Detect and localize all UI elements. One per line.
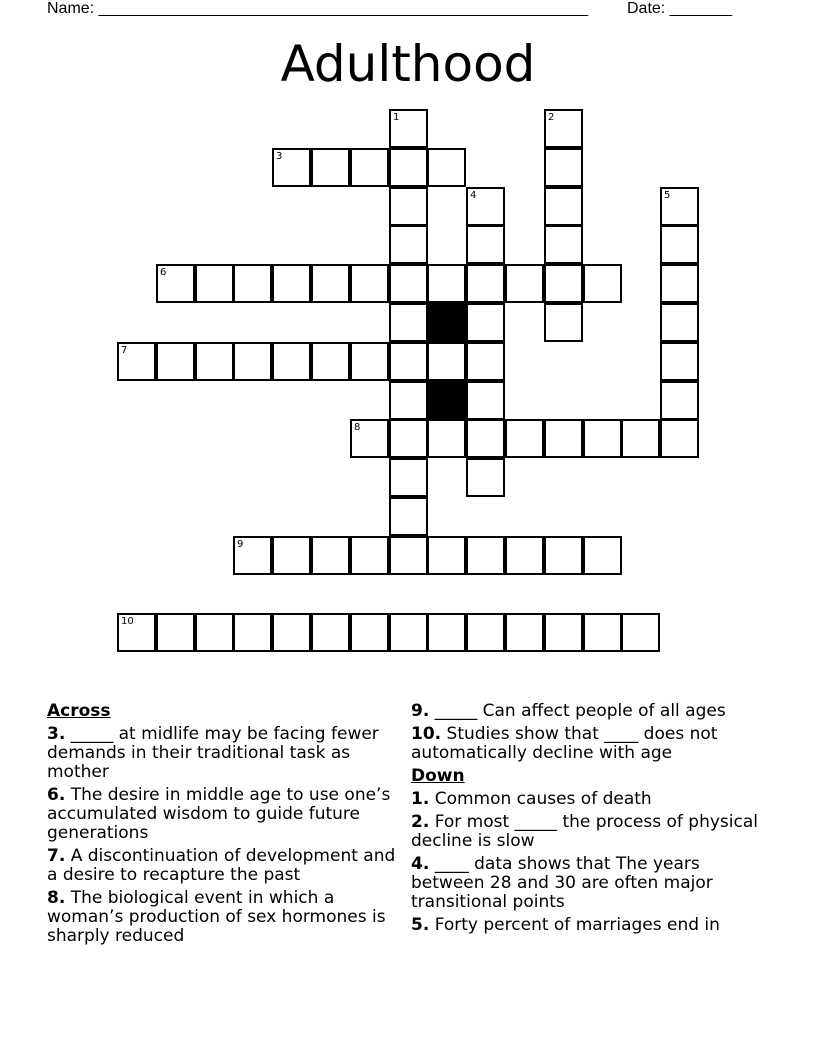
crossword-cell[interactable] — [583, 419, 622, 458]
crossword-cell[interactable] — [544, 109, 583, 148]
clue-text: _____ at midlife may be facing fewer demands in their traditional task as mother — [47, 724, 379, 782]
crossword-cell[interactable] — [427, 264, 466, 303]
crossword-cell[interactable] — [195, 264, 234, 303]
crossword-cell[interactable] — [466, 225, 505, 264]
crossword-cell[interactable] — [583, 613, 622, 652]
crossword-cell[interactable] — [156, 264, 195, 303]
clue-number-label: 3 — [276, 151, 283, 162]
crossword-cell[interactable] — [233, 264, 272, 303]
crossword-cell[interactable] — [117, 342, 156, 381]
crossword-cell[interactable] — [389, 497, 428, 536]
crossword-cell[interactable] — [272, 264, 311, 303]
clue-number-label: 2 — [548, 112, 555, 123]
crossword-cell[interactable] — [544, 536, 583, 575]
crossword-cell[interactable] — [544, 303, 583, 342]
clue-text: _____ Can affect people of all ages — [434, 701, 726, 721]
clue-text: For most _____ the process of physical decline is slow — [411, 812, 758, 851]
crossword-cell[interactable] — [660, 342, 699, 381]
clues-column-left — [47, 702, 397, 950]
crossword-cell[interactable] — [544, 613, 583, 652]
crossword-cell[interactable] — [583, 536, 622, 575]
crossword-cell[interactable] — [466, 419, 505, 458]
crossword-cell[interactable] — [389, 264, 428, 303]
crossword-cell[interactable] — [311, 613, 350, 652]
crossword-cell[interactable] — [544, 419, 583, 458]
black-square — [427, 381, 466, 420]
crossword-cell[interactable] — [660, 381, 699, 420]
crossword-cell[interactable] — [466, 613, 505, 652]
crossword-cell[interactable] — [466, 264, 505, 303]
crossword-cell[interactable] — [389, 342, 428, 381]
crossword-cell[interactable] — [427, 536, 466, 575]
crossword-cell[interactable] — [389, 381, 428, 420]
crossword-cell[interactable] — [544, 225, 583, 264]
crossword-cell[interactable] — [195, 342, 234, 381]
crossword-cell[interactable] — [427, 342, 466, 381]
puzzle-title: Adulthood — [280, 35, 536, 93]
crossword-cell[interactable] — [389, 225, 428, 264]
crossword-cell[interactable] — [272, 613, 311, 652]
crossword-cell[interactable] — [427, 419, 466, 458]
crossword-cell[interactable] — [350, 148, 389, 187]
clue-number-label: 9 — [237, 539, 244, 550]
clue-number: 3. — [47, 724, 66, 744]
crossword-cell[interactable] — [117, 613, 156, 652]
clue-text: Forty percent of marriages end in — [434, 915, 720, 935]
crossword-cell[interactable] — [350, 264, 389, 303]
crossword-cell[interactable] — [583, 264, 622, 303]
crossword-cell[interactable] — [466, 381, 505, 420]
crossword-cell[interactable] — [389, 536, 428, 575]
clue-number: 6. — [47, 785, 66, 805]
crossword-cell[interactable] — [660, 303, 699, 342]
clue-text: Common causes of death — [434, 789, 652, 809]
clue-number: 1. — [411, 789, 430, 809]
crossword-cell[interactable] — [350, 536, 389, 575]
clue-number-label: 4 — [470, 190, 477, 201]
crossword-cell[interactable] — [544, 264, 583, 303]
crossword-cell[interactable] — [389, 148, 428, 187]
crossword-cell[interactable] — [660, 264, 699, 303]
across-heading: Across — [47, 701, 111, 721]
crossword-cell[interactable] — [389, 187, 428, 226]
down-clue — [411, 790, 761, 809]
crossword-cell[interactable] — [311, 264, 350, 303]
crossword-cell[interactable] — [272, 342, 311, 381]
crossword-cell[interactable] — [505, 536, 544, 575]
crossword-cell[interactable] — [272, 536, 311, 575]
crossword-cell[interactable] — [233, 613, 272, 652]
down-clue — [411, 916, 761, 935]
black-square — [427, 303, 466, 342]
crossword-cell[interactable] — [233, 342, 272, 381]
across-clue — [47, 725, 397, 782]
crossword-cell[interactable] — [195, 613, 234, 652]
clue-number: 10. — [411, 724, 442, 744]
date-field[interactable]: Date: _______ — [627, 0, 732, 17]
name-field[interactable]: Name: _______________________________________________________ — [47, 0, 588, 17]
across-clue — [47, 786, 397, 843]
crossword-cell[interactable] — [505, 264, 544, 303]
crossword-cell[interactable] — [466, 187, 505, 226]
crossword-cell[interactable] — [544, 148, 583, 187]
crossword-cell[interactable] — [350, 419, 389, 458]
clue-number: 5. — [411, 915, 430, 935]
down-clue — [411, 855, 761, 912]
crossword-cell[interactable] — [156, 342, 195, 381]
across-clue — [47, 889, 397, 946]
clue-number-label: 10 — [121, 616, 134, 627]
clue-text: ____ data shows that The years between 28 and 30 are often major transitional points — [411, 854, 713, 912]
down-clue — [411, 813, 761, 851]
crossword-cell[interactable] — [621, 613, 660, 652]
crossword-cell[interactable] — [544, 187, 583, 226]
clue-number: 9. — [411, 701, 430, 721]
clue-text: Studies show that ____ does not automatically decline with age — [411, 724, 718, 763]
crossword-cell[interactable] — [350, 613, 389, 652]
crossword-cell[interactable] — [660, 419, 699, 458]
crossword-cell[interactable] — [389, 303, 428, 342]
crossword-cell[interactable] — [466, 303, 505, 342]
clues-column-right — [411, 702, 761, 939]
crossword-cell[interactable] — [466, 342, 505, 381]
crossword-cell[interactable] — [311, 342, 350, 381]
across-clue — [411, 725, 761, 763]
down-heading: Down — [411, 766, 465, 786]
crossword-cell[interactable] — [350, 342, 389, 381]
crossword-cell[interactable] — [505, 419, 544, 458]
clue-number-label: 7 — [121, 345, 128, 356]
crossword-cell[interactable] — [272, 148, 311, 187]
crossword-cell[interactable] — [389, 419, 428, 458]
clue-number-label: 5 — [664, 190, 671, 201]
crossword-cell[interactable] — [311, 148, 350, 187]
crossword-cell[interactable] — [660, 225, 699, 264]
clue-number: 2. — [411, 812, 430, 832]
clue-text: A discontinuation of development and a desire to recapture the past — [47, 846, 396, 885]
crossword-cell[interactable] — [427, 148, 466, 187]
clue-number: 7. — [47, 846, 66, 866]
clue-number: 4. — [411, 854, 430, 874]
clue-number: 8. — [47, 888, 66, 908]
crossword-cell[interactable] — [389, 458, 428, 497]
crossword-cell[interactable] — [311, 536, 350, 575]
clue-number-label: 1 — [393, 112, 400, 123]
crossword-cell[interactable] — [621, 419, 660, 458]
crossword-cell[interactable] — [466, 458, 505, 497]
crossword-cell[interactable] — [389, 109, 428, 148]
crossword-cell[interactable] — [466, 536, 505, 575]
clue-text: The biological event in which a woman’s production of sex hormones is sharply reduced — [47, 888, 386, 946]
across-clue — [411, 702, 761, 721]
crossword-cell[interactable] — [233, 536, 272, 575]
crossword-cell[interactable] — [505, 613, 544, 652]
clue-number-label: 8 — [354, 422, 361, 433]
across-clue — [47, 847, 397, 885]
crossword-cell[interactable] — [660, 187, 699, 226]
crossword-cell[interactable] — [156, 613, 195, 652]
clue-text: The desire in middle age to use one’s accumulated wisdom to guide future generations — [47, 785, 391, 843]
crossword-cell[interactable] — [389, 613, 428, 652]
crossword-cell[interactable] — [427, 613, 466, 652]
clue-number-label: 6 — [160, 267, 167, 278]
